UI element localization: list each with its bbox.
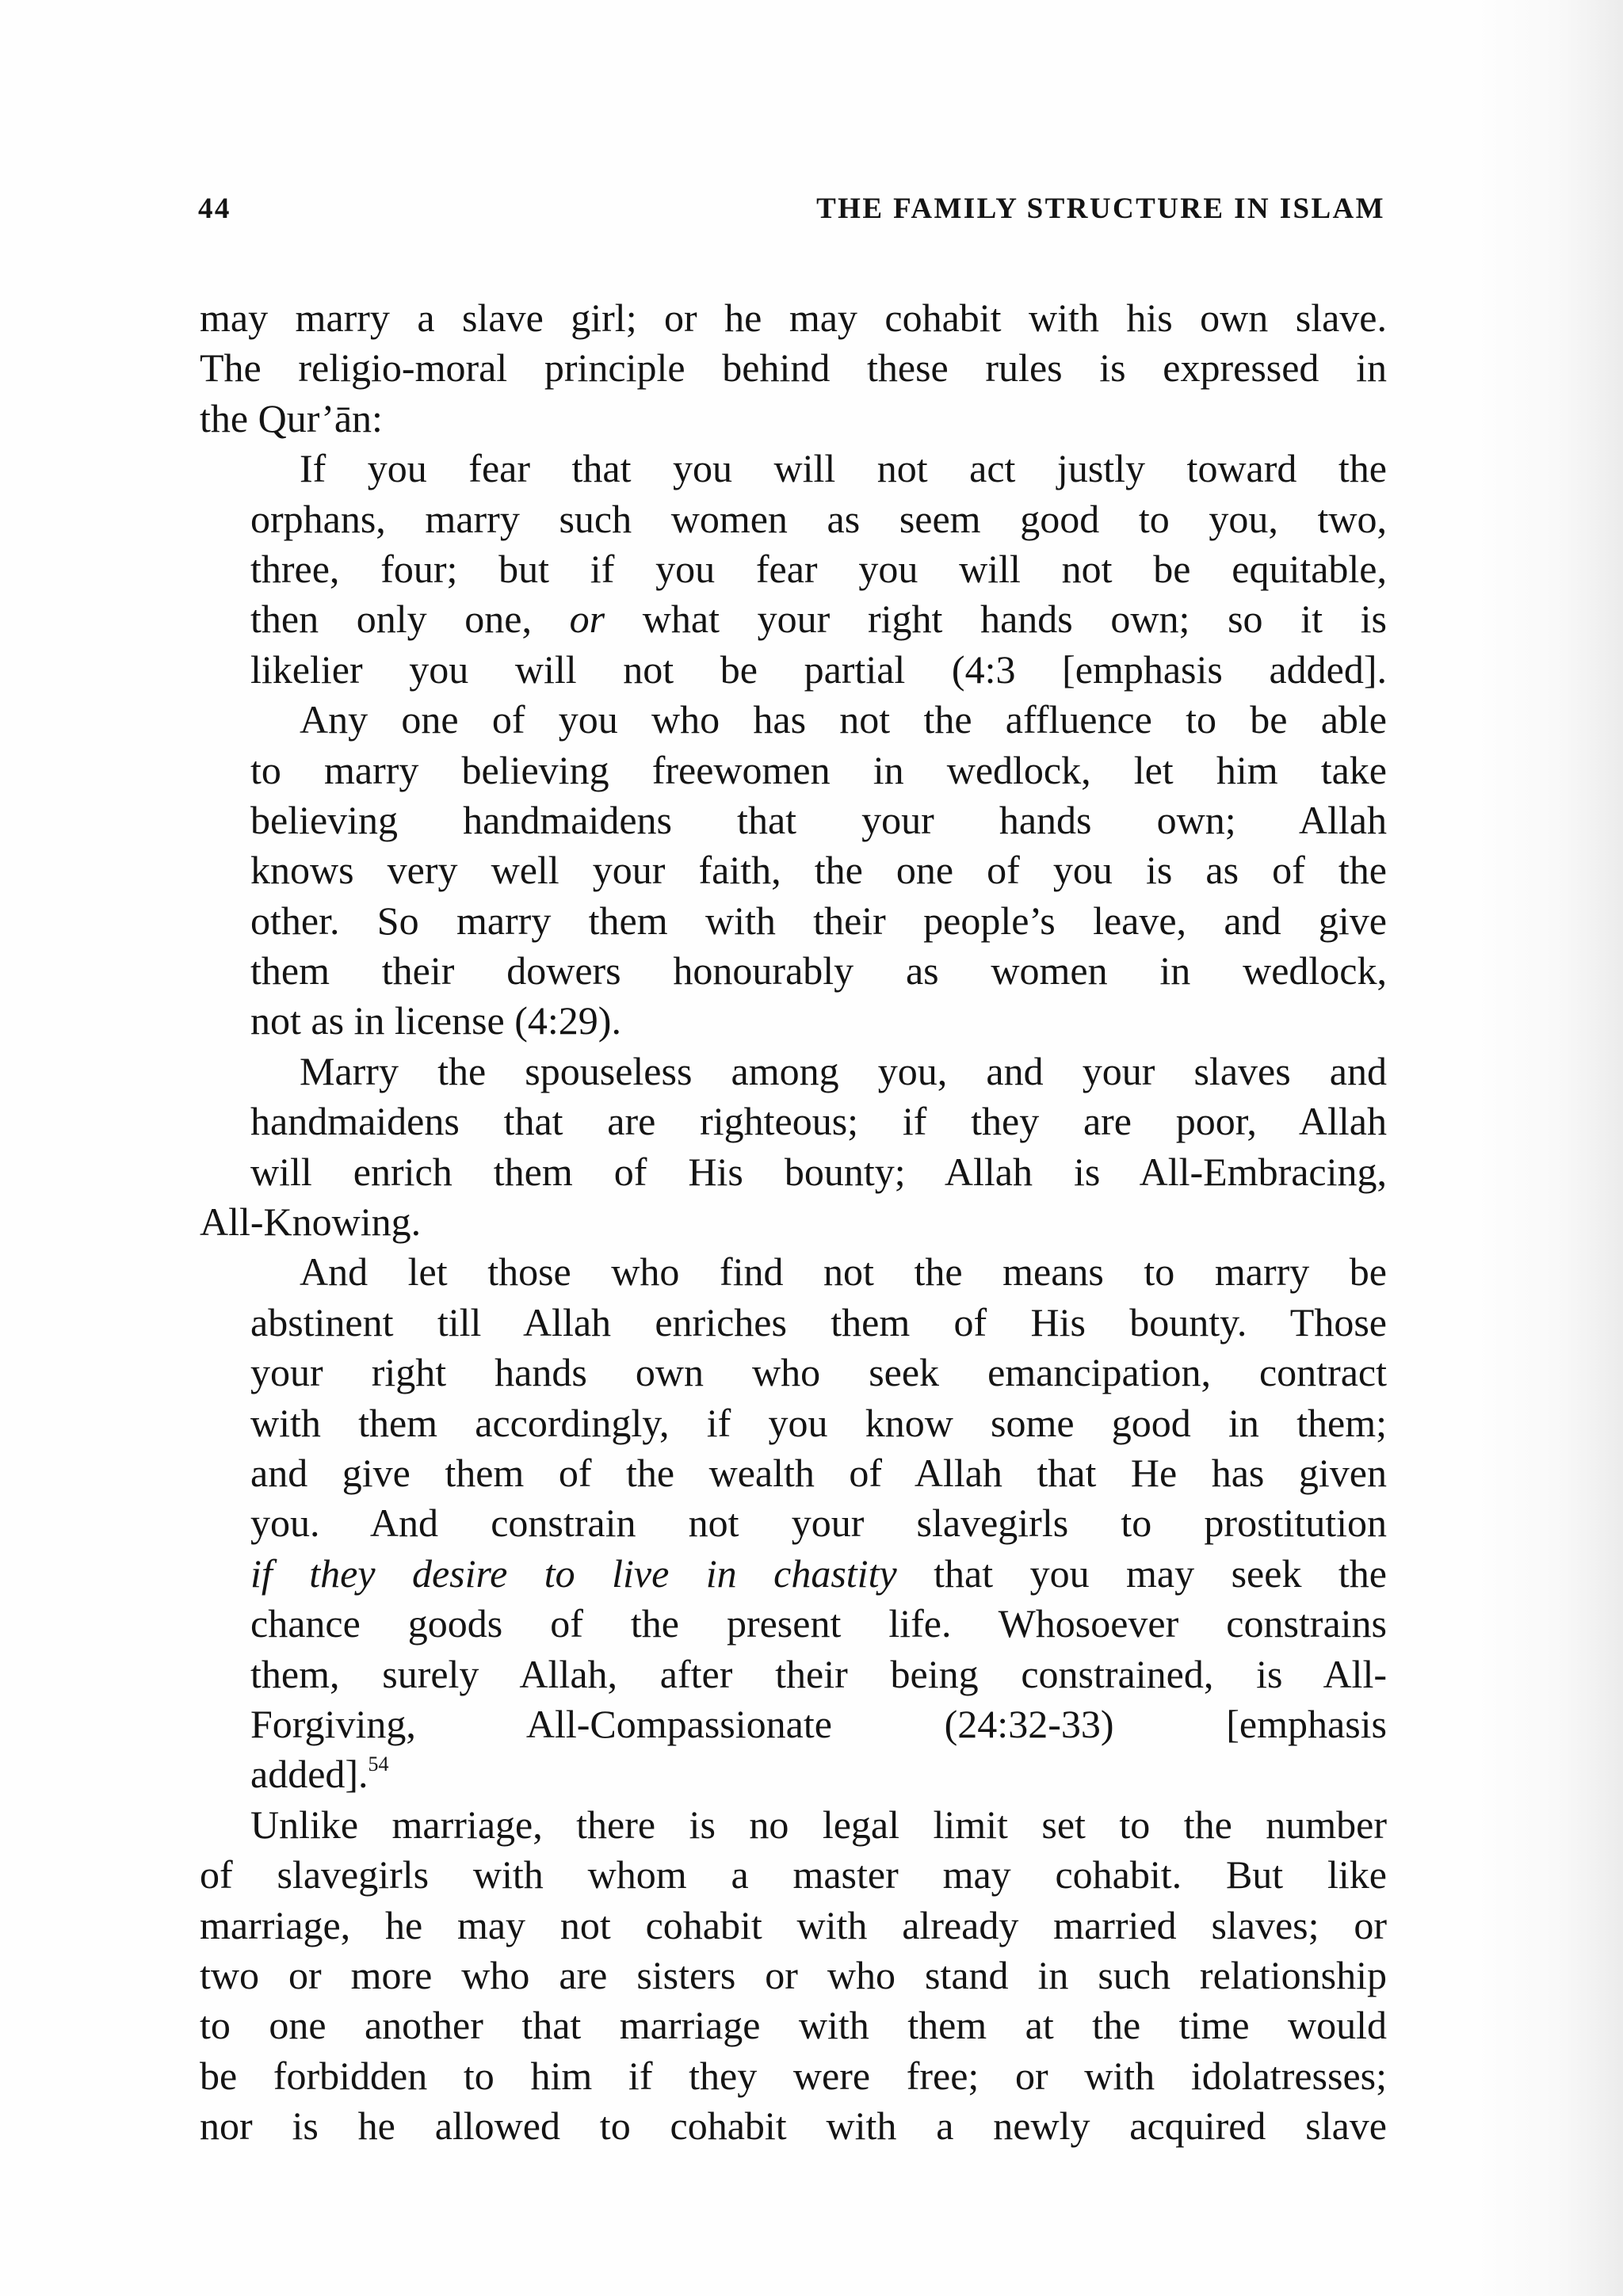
quote-line: your right hands own who seek emancipation, contract [250, 1350, 1387, 1395]
footnote-reference[interactable]: 54 [368, 1752, 389, 1775]
quote-line: with them accordingly, if you know some good in them; [250, 1400, 1387, 1445]
quote-line: handmaidens that are righteous; if they are poor, Allah [250, 1099, 1387, 1144]
quote-line: if they desire to live in chastity that you may seek the [250, 1550, 1387, 1596]
body-text [200, 293, 1387, 2151]
quote-line: abstinent till Allah enriches them of His bounty. Those [250, 1299, 1387, 1344]
text-line: two or more who are sisters or who stand in such relationship [200, 1952, 1387, 1997]
text-line: All-Knowing. [200, 1199, 422, 1245]
quote-line: will enrich them of His bounty; Allah is All-Embracing, [250, 1149, 1387, 1194]
quote-line: chance goods of the present life. Whosoever constrains [250, 1601, 1387, 1646]
quote-line: knows very well your faith, the one of you is as of the [250, 848, 1387, 893]
emphasis-text: if they desire to live in chastity [250, 1550, 897, 1596]
text-line: The religio-moral principle behind these rules is expressed in [200, 345, 1387, 391]
scan-edge-shading [1472, 0, 1623, 2296]
quote-line: Forgiving, All-Compassionate (24:32-33) [emphasis [250, 1701, 1387, 1746]
page-number: 44 [198, 193, 231, 225]
quote-line: Any one of you who has not the affluence to be able [300, 697, 1387, 742]
text-line: Unlike marriage, there is no legal limit set to the number [250, 1802, 1387, 1847]
quote-line: orphans, marry such women as seem good to you, two, [250, 496, 1387, 541]
quote-line: added].$^{54}$ [250, 1752, 389, 1797]
quote-line: them, surely Allah, after their being constrained, is All- [250, 1651, 1387, 1696]
text-line: nor is he allowed to cohabit with a newly acquired slave [200, 2103, 1387, 2149]
text-line: of slavegirls with whom a master may cohabit. But like [200, 1852, 1387, 1897]
quote-line: If you fear that you will not act justly toward the [300, 446, 1387, 491]
text-line: may marry a slave girl; or he may cohabit with his own slave. [200, 296, 1387, 340]
emphasis-text: or [569, 597, 605, 642]
text-line: marriage, he may not cohabit with already married slaves; or [200, 1902, 1387, 1947]
quote-line: and give them of the wealth of Allah that He has given [250, 1450, 1387, 1495]
quote-line: to marry believing freewomen in wedlock, let him take [250, 747, 1387, 792]
text-line: the Qur’ān: [200, 395, 383, 441]
quote-line: Marry the spouseless among you, and your slaves and [300, 1048, 1387, 1093]
quote-line: you. And constrain not your slavegirls to prostitution [250, 1501, 1387, 1546]
quote-line: believing handmaidens that your hands own; Allah [250, 797, 1387, 842]
quote-line: three, four; but if you fear you will not be equitable, [250, 546, 1387, 591]
quote-line: not as in license (4:29). [250, 998, 621, 1043]
quote-line: other. So marry them with their people’s leave, and give [250, 898, 1387, 943]
running-title: THE FAMILY STRUCTURE IN ISLAM [816, 193, 1385, 225]
text-line: be forbidden to him if they were free; or with idolatresses; [200, 2053, 1387, 2098]
running-head [198, 192, 1385, 233]
text-line: to one another that marriage with them at the time would [200, 2003, 1387, 2048]
quote-line: likelier you will not be partial (4:3 [emphasis added]. [250, 646, 1387, 692]
quote-line: And let those who find not the means to marry be [300, 1249, 1387, 1295]
quote-line: then only one, or what your right hands own; so it is [250, 597, 1387, 642]
quote-line: them their dowers honourably as women in wedlock, [250, 948, 1387, 994]
